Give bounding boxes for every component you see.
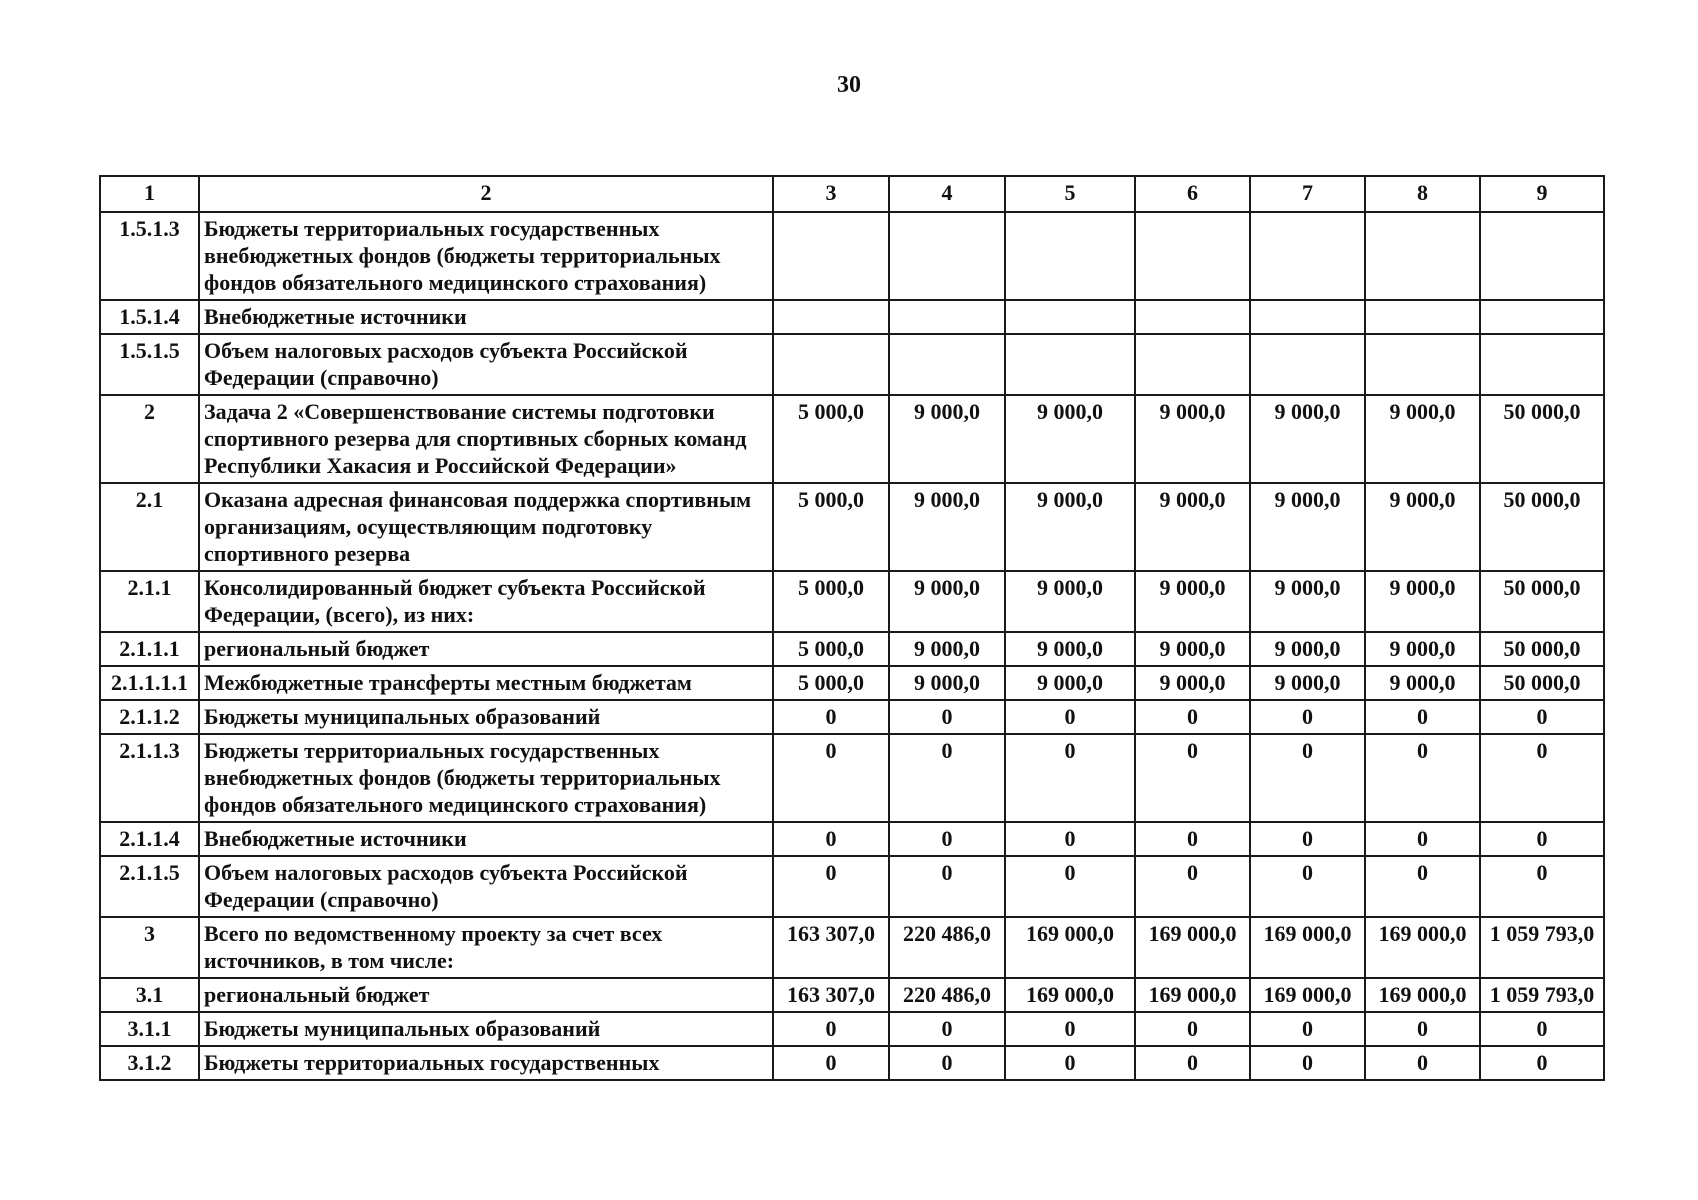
value-cell: 0 [773,856,889,917]
value-cell: 0 [773,822,889,856]
value-cell: 0 [1250,700,1365,734]
value-cell: 169 000,0 [1365,917,1480,978]
value-cell: 0 [1480,1012,1604,1046]
table-row [100,734,1604,822]
value-cell [1365,300,1480,334]
value-cell: 0 [1135,734,1250,822]
value-cell: 0 [1005,734,1135,822]
column-header: 1 [100,176,199,212]
row-name-cell: Консолидированный бюджет субъекта Российской Федерации, (всего), из них: [199,571,773,632]
table-header [100,176,1604,212]
value-cell [889,212,1005,300]
value-cell: 0 [1480,734,1604,822]
column-header: 4 [889,176,1005,212]
value-cell: 0 [889,734,1005,822]
value-cell: 9 000,0 [1005,483,1135,571]
row-number-cell: 1.5.1.5 [100,334,199,395]
column-header: 8 [1365,176,1480,212]
value-cell: 0 [773,1012,889,1046]
value-cell: 163 307,0 [773,917,889,978]
value-cell [1250,334,1365,395]
value-cell: 9 000,0 [1250,666,1365,700]
row-number-cell: 2.1.1.3 [100,734,199,822]
row-number-cell: 2.1.1 [100,571,199,632]
row-name-cell: региональный бюджет [199,632,773,666]
column-header: 6 [1135,176,1250,212]
row-name-cell: Задача 2 «Совершенствование системы подготовки спортивного резерва для спортивных сборных команд Республики Хакасия и Российской Федерации» [199,395,773,483]
value-cell: 50 000,0 [1480,483,1604,571]
value-cell: 169 000,0 [1250,917,1365,978]
value-cell: 9 000,0 [889,395,1005,483]
header-row [100,176,1604,212]
value-cell: 0 [1135,1046,1250,1080]
row-name-cell: Внебюджетные источники [199,822,773,856]
row-name-cell: Межбюджетные трансферты местным бюджетам [199,666,773,700]
table-row [100,917,1604,978]
row-number-cell: 3 [100,917,199,978]
value-cell [1365,212,1480,300]
value-cell: 0 [1480,856,1604,917]
value-cell: 169 000,0 [1135,917,1250,978]
row-name-cell: Бюджеты территориальных государственных внебюджетных фондов (бюджеты территориальных фондов обязательного медицинского страхования) [199,212,773,300]
value-cell [889,300,1005,334]
row-name-cell: Бюджеты муниципальных образований [199,700,773,734]
value-cell: 163 307,0 [773,978,889,1012]
row-number-cell: 3.1 [100,978,199,1012]
value-cell: 9 000,0 [1365,571,1480,632]
value-cell: 0 [1135,1012,1250,1046]
value-cell: 9 000,0 [1135,483,1250,571]
table-body [100,212,1604,1080]
value-cell [889,334,1005,395]
value-cell [1250,300,1365,334]
value-cell: 0 [1365,1046,1480,1080]
value-cell: 9 000,0 [889,571,1005,632]
row-name-cell: Объем налоговых расходов субъекта Российской Федерации (справочно) [199,334,773,395]
value-cell [1250,212,1365,300]
value-cell: 0 [889,1046,1005,1080]
value-cell: 9 000,0 [1135,632,1250,666]
value-cell: 9 000,0 [1250,395,1365,483]
value-cell: 169 000,0 [1005,978,1135,1012]
value-cell: 0 [1480,700,1604,734]
column-header: 7 [1250,176,1365,212]
value-cell: 50 000,0 [1480,395,1604,483]
value-cell: 1 059 793,0 [1480,978,1604,1012]
value-cell: 0 [1005,856,1135,917]
value-cell: 9 000,0 [1365,632,1480,666]
value-cell: 169 000,0 [1005,917,1135,978]
table-row [100,822,1604,856]
table-row [100,632,1604,666]
table-row [100,978,1604,1012]
value-cell: 0 [1250,856,1365,917]
value-cell: 5 000,0 [773,666,889,700]
value-cell [773,334,889,395]
row-name-cell: Оказана адресная финансовая поддержка спортивным организациям, осуществляющим подготовку спортивного резерва [199,483,773,571]
value-cell: 9 000,0 [1250,483,1365,571]
value-cell [773,212,889,300]
value-cell: 9 000,0 [1365,483,1480,571]
value-cell: 0 [1365,734,1480,822]
value-cell: 0 [1480,1046,1604,1080]
value-cell: 0 [889,856,1005,917]
row-number-cell: 2 [100,395,199,483]
table-row [100,666,1604,700]
value-cell: 169 000,0 [1135,978,1250,1012]
row-number-cell: 1.5.1.3 [100,212,199,300]
row-name-cell: Бюджеты территориальных государственных [199,1046,773,1080]
table-row [100,395,1604,483]
value-cell: 0 [773,1046,889,1080]
row-number-cell: 2.1.1.1 [100,632,199,666]
row-name-cell: Внебюджетные источники [199,300,773,334]
budget-table [99,175,1605,1081]
row-number-cell: 2.1.1.2 [100,700,199,734]
value-cell: 0 [1005,700,1135,734]
table-row [100,700,1604,734]
row-number-cell: 3.1.2 [100,1046,199,1080]
value-cell [773,300,889,334]
table-row [100,483,1604,571]
column-header: 5 [1005,176,1135,212]
value-cell: 5 000,0 [773,571,889,632]
value-cell: 0 [773,700,889,734]
row-number-cell: 2.1.1.4 [100,822,199,856]
value-cell: 0 [1365,1012,1480,1046]
row-name-cell: региональный бюджет [199,978,773,1012]
value-cell [1005,300,1135,334]
value-cell: 9 000,0 [889,666,1005,700]
value-cell: 5 000,0 [773,395,889,483]
row-number-cell: 3.1.1 [100,1012,199,1046]
row-number-cell: 1.5.1.4 [100,300,199,334]
value-cell: 0 [1135,822,1250,856]
value-cell: 9 000,0 [1135,571,1250,632]
value-cell: 50 000,0 [1480,571,1604,632]
row-number-cell: 2.1.1.5 [100,856,199,917]
value-cell: 9 000,0 [1005,666,1135,700]
value-cell: 9 000,0 [1005,395,1135,483]
value-cell: 0 [1250,734,1365,822]
value-cell: 0 [1365,700,1480,734]
value-cell: 9 000,0 [1365,395,1480,483]
table-row [100,1046,1604,1080]
value-cell: 0 [1005,1046,1135,1080]
value-cell: 9 000,0 [1250,632,1365,666]
value-cell: 9 000,0 [889,483,1005,571]
value-cell: 50 000,0 [1480,666,1604,700]
value-cell: 0 [1250,822,1365,856]
value-cell: 5 000,0 [773,483,889,571]
value-cell: 0 [1135,700,1250,734]
value-cell: 0 [889,1012,1005,1046]
value-cell [1480,334,1604,395]
value-cell: 9 000,0 [1250,571,1365,632]
value-cell: 9 000,0 [1365,666,1480,700]
table-row [100,212,1604,300]
row-number-cell: 2.1 [100,483,199,571]
row-name-cell: Объем налоговых расходов субъекта Российской Федерации (справочно) [199,856,773,917]
value-cell: 50 000,0 [1480,632,1604,666]
value-cell: 0 [889,700,1005,734]
value-cell: 0 [1365,822,1480,856]
column-header: 9 [1480,176,1604,212]
column-header: 2 [199,176,773,212]
row-name-cell: Бюджеты территориальных государственных внебюджетных фондов (бюджеты территориальных фондов обязательного медицинского страхования) [199,734,773,822]
value-cell [1480,300,1604,334]
value-cell: 5 000,0 [773,632,889,666]
value-cell: 9 000,0 [1135,666,1250,700]
table-row [100,1012,1604,1046]
value-cell: 0 [1250,1046,1365,1080]
value-cell: 169 000,0 [1250,978,1365,1012]
value-cell: 0 [1005,822,1135,856]
page-number: 30 [837,72,861,98]
row-name-cell: Всего по ведомственному проекту за счет всех источников, в том числе: [199,917,773,978]
value-cell: 0 [1005,1012,1135,1046]
value-cell: 0 [773,734,889,822]
value-cell: 1 059 793,0 [1480,917,1604,978]
value-cell: 0 [1135,856,1250,917]
value-cell [1480,212,1604,300]
row-number-cell: 2.1.1.1.1 [100,666,199,700]
table-row [100,856,1604,917]
value-cell: 9 000,0 [889,632,1005,666]
value-cell: 220 486,0 [889,917,1005,978]
value-cell [1135,212,1250,300]
value-cell [1365,334,1480,395]
table-row [100,571,1604,632]
table-row [100,300,1604,334]
value-cell: 0 [1250,1012,1365,1046]
value-cell [1005,212,1135,300]
value-cell: 0 [1365,856,1480,917]
value-cell [1005,334,1135,395]
value-cell: 9 000,0 [1135,395,1250,483]
value-cell: 9 000,0 [1005,571,1135,632]
value-cell: 0 [1480,822,1604,856]
value-cell: 169 000,0 [1365,978,1480,1012]
value-cell: 220 486,0 [889,978,1005,1012]
value-cell [1135,334,1250,395]
value-cell: 9 000,0 [1005,632,1135,666]
value-cell [1135,300,1250,334]
row-name-cell: Бюджеты муниципальных образований [199,1012,773,1046]
column-header: 3 [773,176,889,212]
table-row [100,334,1604,395]
value-cell: 0 [889,822,1005,856]
